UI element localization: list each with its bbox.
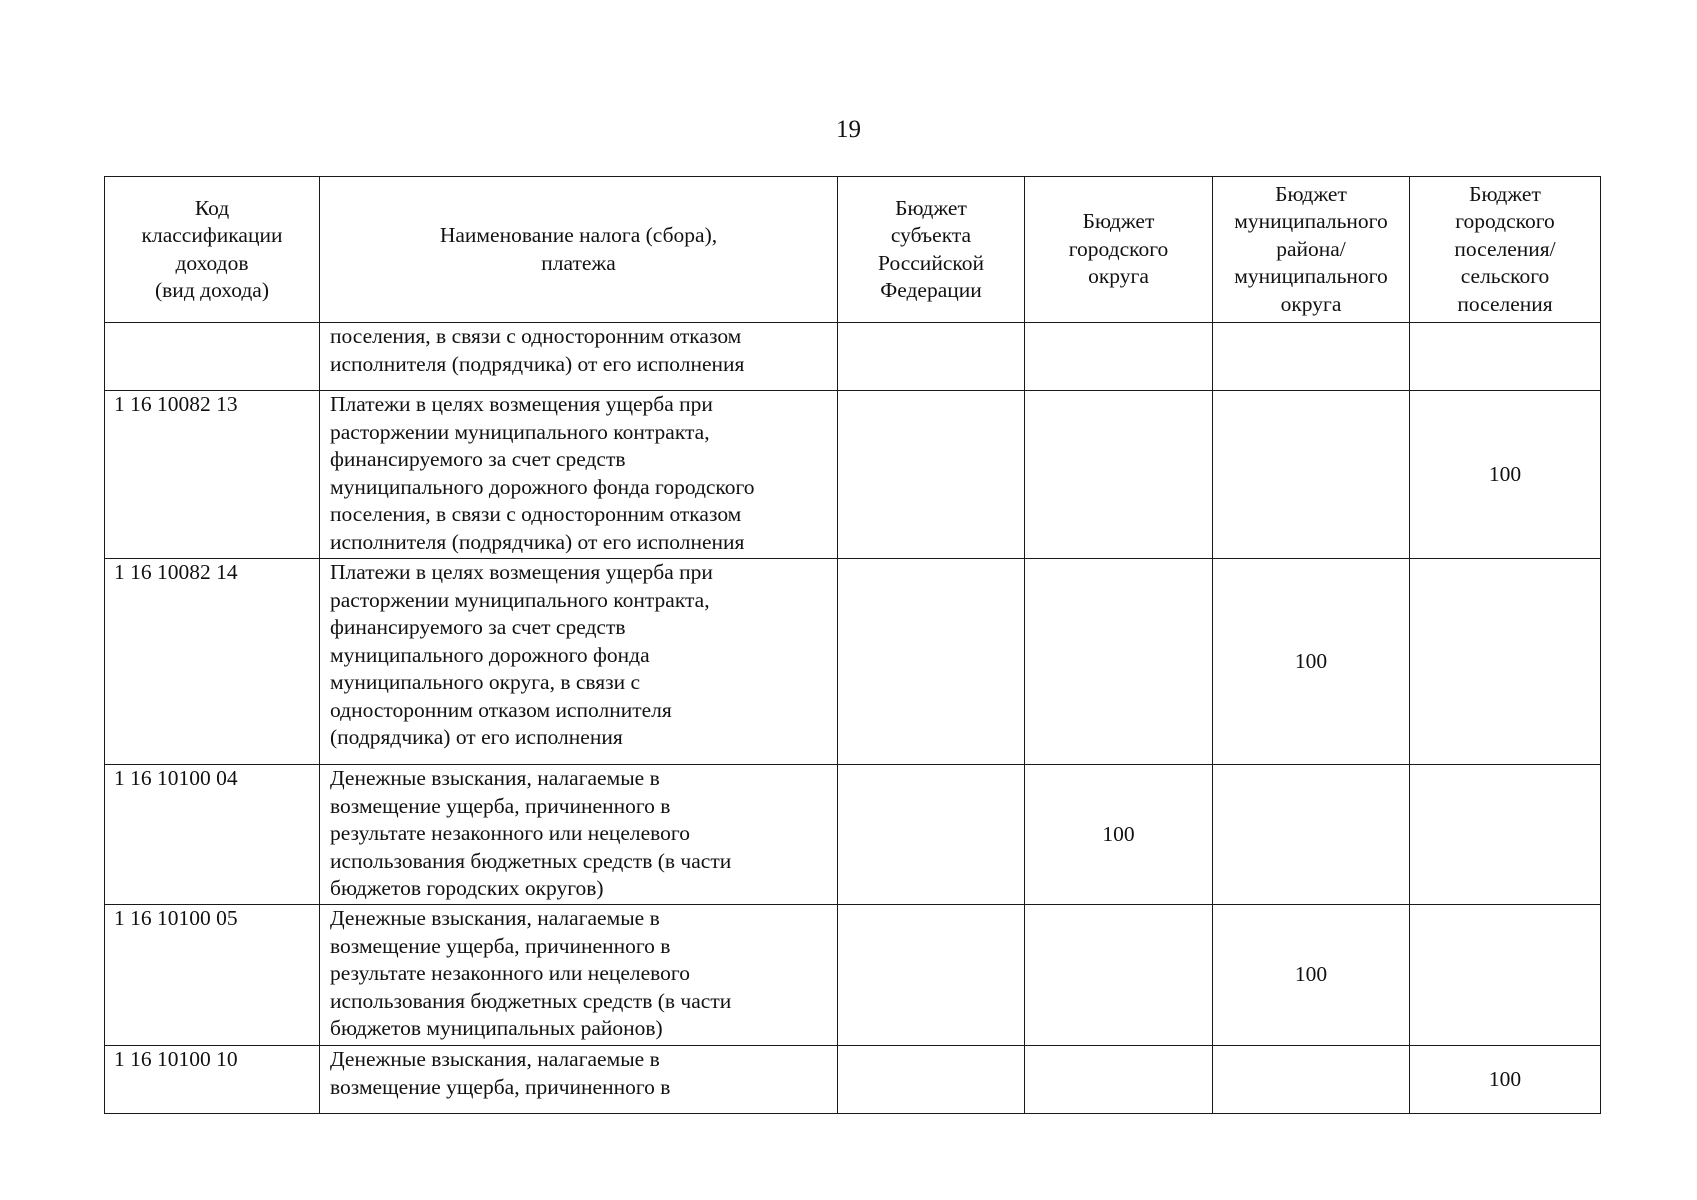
municipal-district-cell [1213,391,1410,559]
municipal-district-cell: 100 [1213,905,1410,1046]
city-district-cell [1025,323,1213,391]
settlement-cell [1410,559,1601,765]
city-district-cell [1025,905,1213,1046]
settlement-cell [1410,905,1601,1046]
city-district-cell: 100 [1025,765,1213,905]
subject-budget-cell [838,559,1025,765]
municipal-district-cell [1213,1046,1410,1114]
table-row [105,1046,1601,1114]
city-district-cell [1025,559,1213,765]
name-cell: Денежные взыскания, налагаемые в возмещение ущерба, причиненного в результате незаконного или нецелевого использования бюджетных средств (в части бюджетов муниципальных районов) [320,905,838,1046]
header-code: Код классификации доходов (вид дохода) [105,177,320,323]
subject-budget-cell [838,905,1025,1046]
table-row [105,765,1601,905]
settlement-cell: 100 [1410,1046,1601,1114]
settlement-cell [1410,323,1601,391]
name-cell: Денежные взыскания, налагаемые в возмещение ущерба, причиненного в [320,1046,838,1114]
table-row [105,323,1601,391]
revenue-classification-table [104,176,1601,1114]
header-city-district-budget: Бюджет городского округа [1025,177,1213,323]
code-cell: 1 16 10100 10 [105,1046,320,1114]
city-district-cell [1025,1046,1213,1114]
municipal-district-cell [1213,765,1410,905]
subject-budget-cell [838,1046,1025,1114]
code-cell: 1 16 10082 14 [105,559,320,765]
table-row [105,905,1601,1046]
table-row [105,559,1601,765]
header-settlement-budget: Бюджет городского поселения/ сельского поселения [1410,177,1601,323]
settlement-cell: 100 [1410,391,1601,559]
header-municipal-district-budget: Бюджет муниципального района/ муниципального округа [1213,177,1410,323]
subject-budget-cell [838,391,1025,559]
code-cell: 1 16 10100 04 [105,765,320,905]
subject-budget-cell [838,323,1025,391]
settlement-cell [1410,765,1601,905]
name-cell: Платежи в целях возмещения ущерба при расторжении муниципального контракта, финансируемого за счет средств муниципального дорожного фонда городского поселения, в связи с односторонним отказом исполнителя (подрядчика) от его исполнения [320,391,838,559]
table-header-row [105,177,1601,323]
page-number: 19 [836,116,861,143]
municipal-district-cell: 100 [1213,559,1410,765]
code-cell: 1 16 10100 05 [105,905,320,1046]
name-cell: Платежи в целях возмещения ущерба при расторжении муниципального контракта, финансируемого за счет средств муниципального дорожного фонда муниципального округа, в связи с односторонним отказом исполнителя (подрядчика) от его исполнения [320,559,838,765]
header-subject-budget: Бюджет субъекта Российской Федерации [838,177,1025,323]
header-name: Наименование налога (сбора), платежа [320,177,838,323]
table-row [105,391,1601,559]
code-cell [105,323,320,391]
code-cell: 1 16 10082 13 [105,391,320,559]
name-cell: поселения, в связи с односторонним отказом исполнителя (подрядчика) от его исполнения [320,323,838,391]
city-district-cell [1025,391,1213,559]
name-cell: Денежные взыскания, налагаемые в возмещение ущерба, причиненного в результате незаконного или нецелевого использования бюджетных средств (в части бюджетов городских округов) [320,765,838,905]
municipal-district-cell [1213,323,1410,391]
subject-budget-cell [838,765,1025,905]
